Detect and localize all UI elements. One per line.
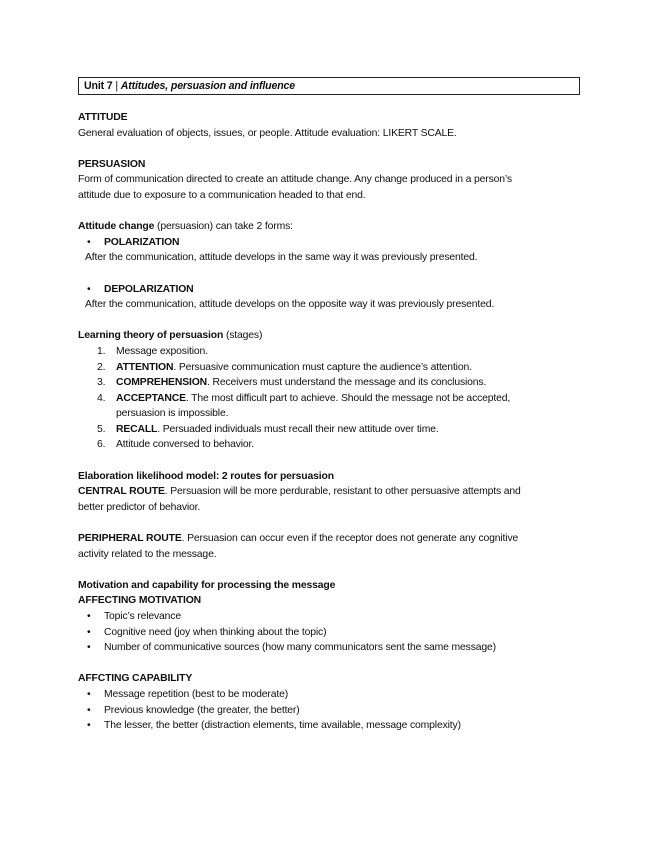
document-page [78, 77, 580, 734]
central-route-line1 [78, 484, 580, 500]
learning-theory-heading [78, 328, 580, 344]
list-item [78, 625, 580, 641]
affecting-capability-heading: AFFCTING CAPABILITY [78, 673, 193, 685]
motivation-heading: Motivation and capability for processing the message [78, 579, 336, 591]
peripheral-route-text: . Persuasion can occur even if the receptor does not generate any cognitive [181, 533, 519, 545]
stage-keyword: RECALL [116, 423, 158, 435]
stage-number: 2. [97, 361, 106, 373]
polarization-description: After the communication, attitude develops in the same way it was previously presented. [85, 252, 478, 264]
depolarization-description: After the communication, attitude develops on the opposite way it was previously presented. [85, 299, 495, 311]
stage-text: Attitude conversed to behavior. [116, 439, 255, 451]
list-item [78, 687, 580, 703]
polarization-label: POLARIZATION [104, 236, 180, 248]
bullet-icon: • [87, 236, 91, 248]
stage-number: 3. [97, 377, 106, 389]
stage-keyword: ACCEPTANCE [116, 392, 186, 404]
unit-title: Attitudes, persuasion and influence [120, 80, 296, 92]
attitude-change-lead [78, 219, 580, 235]
persuasion-heading: PERSUASION [78, 158, 146, 170]
list-item-text: Message repetition (best to be moderate) [104, 688, 289, 700]
list-item [78, 235, 580, 251]
stage-number: 6. [97, 439, 106, 451]
peripheral-route-label: PERIPHERAL ROUTE [78, 533, 182, 545]
list-item-text: Cognitive need (joy when thinking about the topic) [104, 626, 327, 638]
learning-theory-heading-rest: (stages) [225, 330, 263, 342]
attitude-definition: General evaluation of objects, issues, or people. Attitude evaluation: LIKERT SCALE. [78, 127, 457, 139]
stage-text-continued: persuasion is impossible. [116, 408, 229, 420]
stage-item [78, 344, 580, 360]
stage-keyword: COMPREHENSION [116, 377, 207, 389]
stage-item [78, 422, 580, 438]
unit-title-box [78, 77, 580, 95]
attitude-heading: ATTITUDE [78, 112, 128, 123]
stage-number: 1. [97, 345, 106, 357]
peripheral-route-line1 [78, 531, 580, 547]
attitude-change-lead-bold: Attitude change [78, 221, 155, 233]
stage-number: 5. [97, 423, 106, 435]
peripheral-route-line2: activity related to the message. [78, 548, 217, 560]
depolarization-label: DEPOLARIZATION [104, 283, 194, 295]
learning-theory-heading-bold: Learning theory of persuasion [78, 330, 224, 342]
bullet-icon: • [87, 283, 91, 295]
stage-keyword: ATTENTION [116, 361, 174, 373]
list-item-text: Topic’s relevance [104, 611, 181, 622]
stage-text: Message exposition. [116, 345, 208, 357]
list-item-text: The lesser, the better (distraction elements, time available, message complexity) [104, 720, 461, 732]
attitude-change-lead-rest: (persuasion) can take 2 forms: [157, 221, 293, 233]
stage-item [78, 391, 580, 422]
bullet-icon: • [87, 626, 91, 638]
list-item [78, 718, 580, 734]
stage-text: . Receivers must understand the message and its conclusions. [207, 377, 487, 389]
bullet-icon: • [87, 688, 91, 700]
bullet-icon: • [87, 720, 91, 732]
stage-item [78, 360, 580, 376]
affecting-motivation-heading: AFFECTING MOTIVATION [78, 595, 202, 607]
stage-text: . Persuaded individuals must recall their new attitude over time. [157, 423, 439, 435]
list-item-text: Previous knowledge (the greater, the better) [104, 704, 300, 716]
unit-number: Unit 7 [84, 80, 113, 92]
stage-text: . Persuasive communication must capture the audience’s attention. [173, 361, 472, 373]
list-item [78, 609, 580, 625]
bullet-icon: • [87, 642, 91, 654]
list-item [78, 703, 580, 719]
stage-item [78, 375, 580, 391]
unit-separator: | [115, 80, 118, 92]
central-route-line2: better predictor of behavior. [78, 501, 201, 513]
central-route-text: . Persuasion will be more perdurable, resistant to other persuasive attempts and [164, 486, 521, 498]
stage-text: . The most difficult part to achieve. Should the message not be accepted, [185, 392, 511, 404]
central-route-label: CENTRAL ROUTE [78, 486, 165, 498]
list-item [78, 640, 580, 656]
list-item [78, 282, 580, 298]
stage-number: 4. [97, 392, 106, 404]
persuasion-definition-line1: Form of communication directed to create an attitude change. Any change produced in a person’s [78, 174, 512, 186]
list-item-text: Number of communicative sources (how many communicators sent the same message) [104, 642, 496, 654]
persuasion-definition-line2: attitude due to exposure to a communication headed to that end. [78, 189, 366, 201]
elaboration-heading: Elaboration likelihood model: 2 routes for persuasion [78, 470, 334, 482]
bullet-icon: • [87, 704, 91, 716]
bullet-icon: • [87, 611, 91, 622]
stage-item [78, 437, 580, 453]
